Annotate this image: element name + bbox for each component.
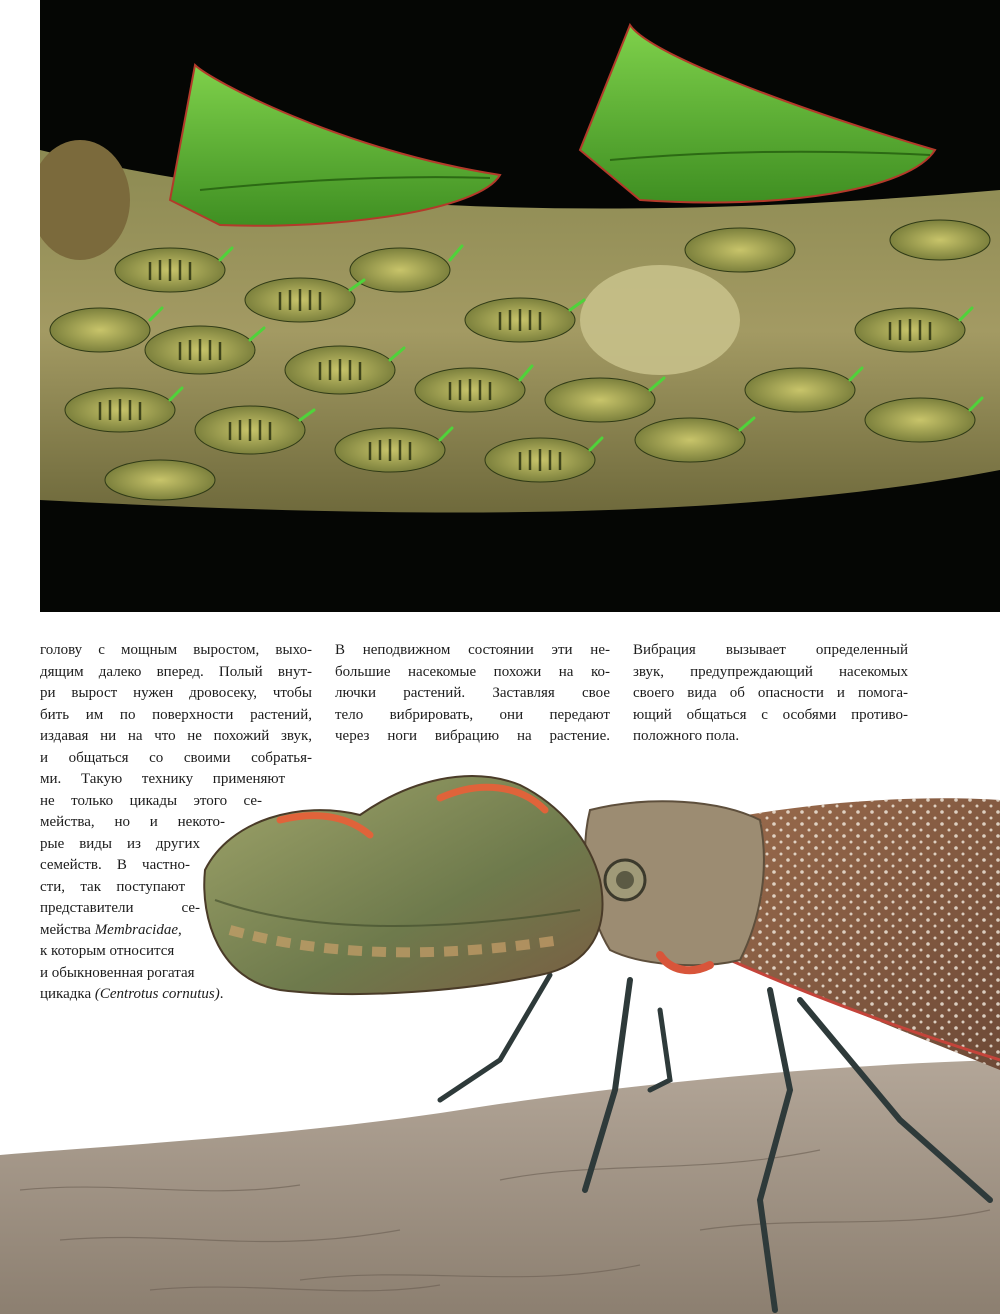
text-line: большие насекомые похожи на ко-	[335, 663, 610, 680]
text-line: рые виды из других	[40, 835, 200, 852]
text-column-2	[335, 640, 610, 748]
photo-treehoppers	[40, 0, 1000, 612]
text-line: дящим далеко вперед. Полый внут-	[40, 663, 312, 680]
adult-treehopper-left	[170, 65, 500, 226]
text-line: и обыкновенная рогатая	[40, 964, 195, 981]
photo-lanternfly	[0, 760, 1000, 1314]
adult-treehopper-right	[580, 25, 935, 203]
text-line: положного пола.	[633, 728, 740, 744]
text-line: своего вида об опасности и помога-	[633, 685, 908, 701]
text-line: ми. Такую технику применяют	[40, 771, 285, 787]
text-line: издавая ни на что не похожий звук,	[40, 728, 312, 744]
text-line: звук, предупреждающий насекомых	[633, 663, 908, 680]
text-line: ри вырост нужен дровосеку, чтобы	[40, 685, 312, 701]
text-line: к которым относится	[40, 943, 175, 959]
text-line: бить им по поверхности растений,	[40, 706, 312, 723]
text-line: голову с мощным выростом, выхо-	[40, 642, 312, 658]
text-line: семейств. В частно-	[40, 857, 190, 873]
text-line: В неподвижном состоянии эти не-	[335, 642, 610, 658]
bark-surface	[0, 1060, 1000, 1314]
text-line: через ноги вибрацию на растение.	[335, 728, 610, 744]
text-line: и общаться со своими собратья-	[40, 749, 312, 766]
text-line: ющий общаться с особями противо-	[633, 706, 908, 723]
treehopper-illustration	[40, 0, 1000, 612]
text-line: лючки растений. Заставляя свое	[335, 685, 610, 701]
text-line: тело вибрировать, они передают	[335, 706, 610, 723]
text-line-membracidae: мейства Membracidae,	[40, 921, 182, 938]
text-line: мейства, но и некото-	[40, 814, 225, 830]
text-line: сти, так поступают	[40, 878, 185, 895]
text-line: не только цикады этого се-	[40, 792, 262, 809]
text-line: Вибрация вызывает определенный	[633, 642, 908, 658]
text-column-3	[633, 640, 908, 748]
text-line: представители се-	[40, 900, 200, 916]
lanternfly-illustration	[0, 760, 1000, 1314]
text-line-centrotus: цикадка (Centrotus cornutus).	[40, 986, 224, 1002]
